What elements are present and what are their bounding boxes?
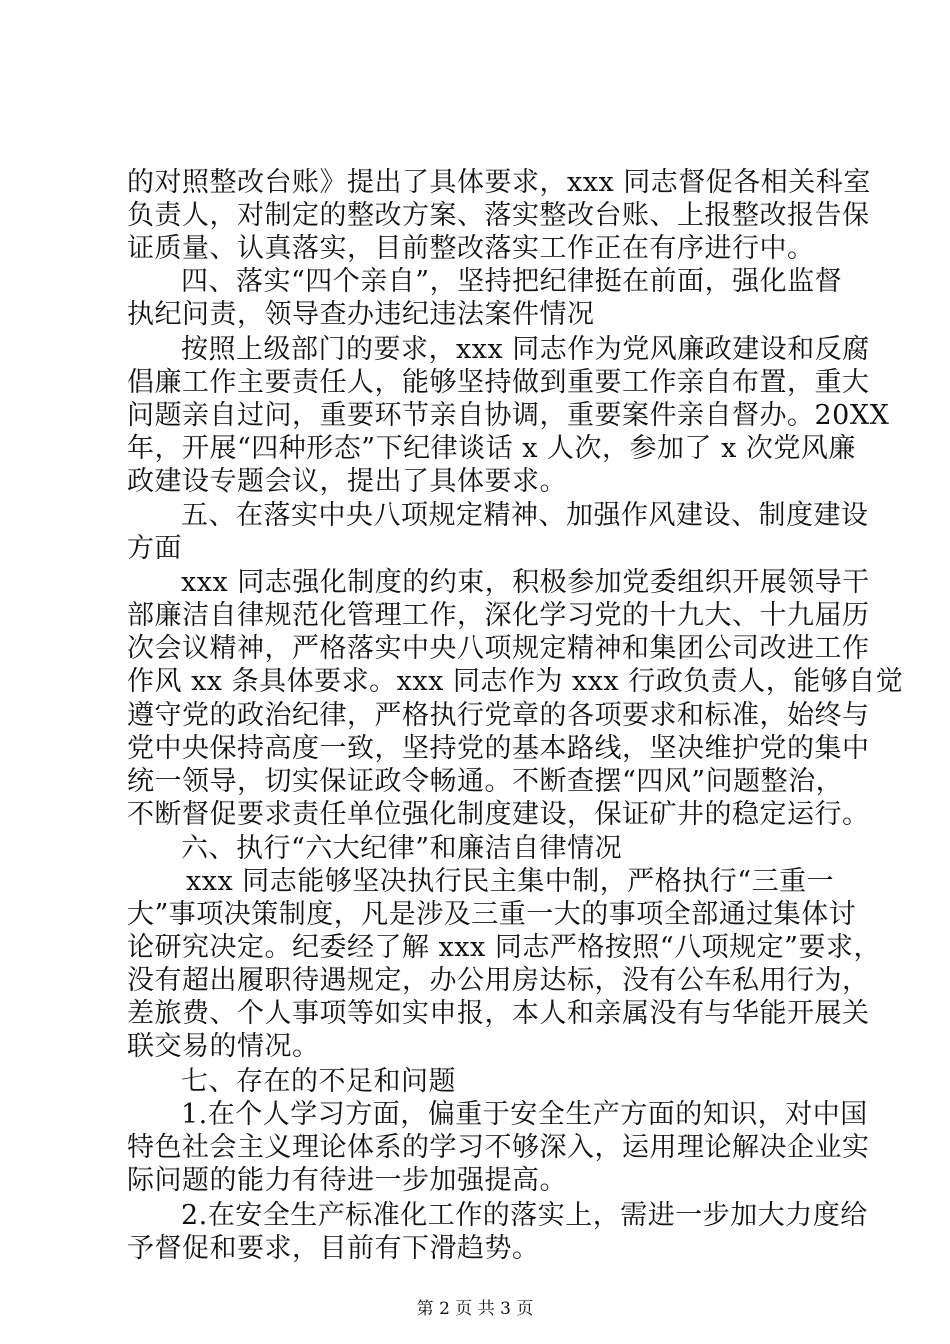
text-line: 政建设专题会议，提出了具体要求。 [127,466,567,497]
text-line: 没有超出履职待遇规定，办公用房达标，没有公车私用行为， [127,965,870,996]
text-line: 不断督促要求责任单位强化制度建设，保证矿井的稳定运行。 [127,799,870,830]
text-line: 的对照整改台账》提出了具体要求，xxx 同志督促各相关科室 [127,167,871,198]
text-line: 联交易的情况。 [127,1031,320,1062]
text-line: 问题亲自过问，重要环节亲自协调，重要案件亲自督办。20XX [127,400,890,431]
text-line: 作风 xx 条具体要求。xxx 同志作为 xxx 行政负责人，能够自觉 [127,666,904,697]
text-line: xxx 同志能够坚决执行民主集中制，严格执行“三重一 [186,866,835,897]
text-line: 证质量、认真落实，目前整改落实工作正在有序进行中。 [127,233,815,264]
page-footer: 第 2 页 共 3 页 [416,1299,534,1319]
section-heading: 四、落实“四个亲自”，坚持把纪律挺在前面，强化监督 [181,266,843,297]
text-line: 予督促和要求，目前有下滑趋势。 [127,1233,540,1264]
text-line: xxx 同志强化制度的约束，积极参加党委组织开展领导干 [181,567,870,598]
text-line: 党中央保持高度一致，坚持党的基本路线，坚决维护党的集中 [127,733,870,764]
text-line: 遵守党的政治纪律，严格执行党章的各项要求和标准，始终与 [127,700,870,731]
text-line: 2.在安全生产标准化工作的落实上，需进一步加大力度给 [181,1200,868,1231]
section-heading: 六、执行“六大纪律”和廉洁自律情况 [181,833,623,864]
section-heading: 执纪问责，领导查办违纪违法案件情况 [127,299,595,330]
text-line: 部廉洁自律规范化管理工作，深化学习党的十九大、十九届历 [127,600,870,631]
section-heading: 七、存在的不足和问题 [181,1066,456,1097]
text-line: 1.在个人学习方面，偏重于安全生产方面的知识，对中国 [181,1099,868,1130]
text-line: 倡廉工作主要责任人，能够坚持做到重要工作亲自布置，重大 [127,367,870,398]
text-line: 际问题的能力有待进一步加强提高。 [127,1165,567,1196]
section-heading: 方面 [127,533,182,564]
text-line: 特色社会主义理论体系的学习不够深入，运用理论解决企业实 [127,1132,870,1163]
text-line: 大”事项决策制度，凡是涉及三重一大的事项全部通过集体讨 [127,899,857,930]
text-line: 统一领导，切实保证政令畅通。不断查摆“四风”问题整治， [127,766,844,797]
text-line: 论研究决定。纪委经了解 xxx 同志严格按照“八项规定”要求， [127,932,881,963]
text-line: 年，开展“四种形态”下纪律谈话 x 人次，参加了 x 次党风廉 [127,433,856,464]
text-line: 负责人，对制定的整改方案、落实整改台账、上报整改报告保 [127,200,870,231]
section-heading: 五、在落实中央八项规定精神、加强作风建设、制度建设 [181,500,869,531]
text-line: 次会议精神，严格落实中央八项规定精神和集团公司改进工作 [127,633,870,664]
text-line: 差旅费、个人事项等如实申报，本人和亲属没有与华能开展关 [127,998,870,1029]
text-line: 按照上级部门的要求，xxx 同志作为党风廉政建设和反腐 [181,334,870,365]
